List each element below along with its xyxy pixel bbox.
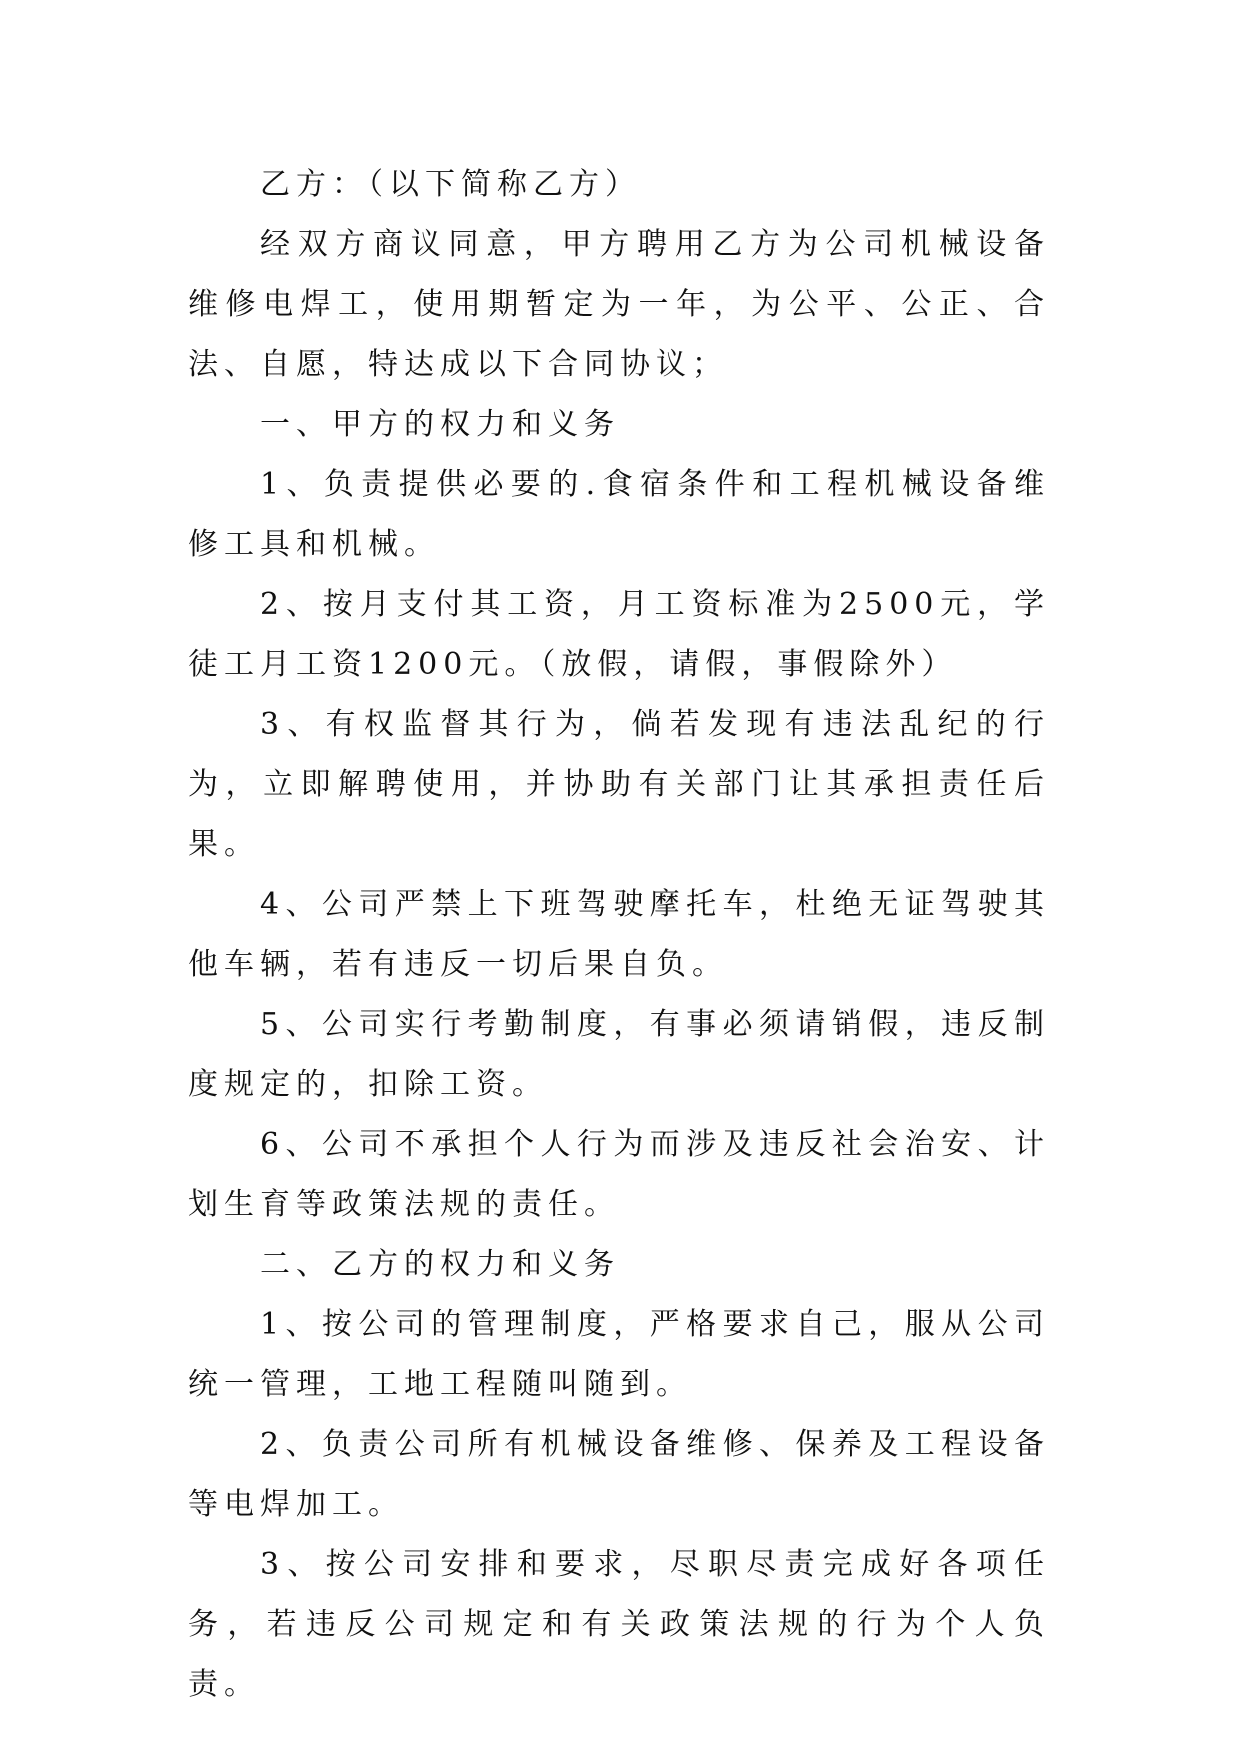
paragraph-party-a-item-1: 1、负责提供必要的.食宿条件和工程机械设备维修工具和机械。	[188, 467, 1050, 562]
paragraph-party-b-item-3: 3、按公司安排和要求，尽职尽责完成好各项任务，若违反公司规定和有关政策法规的行为个人负责。	[188, 1547, 1050, 1702]
paragraph-agreement-intro: 经双方商议同意，甲方聘用乙方为公司机械设备维修电焊工，使用期暂定为一年，为公平、公正、合法、自愿，特达成以下合同协议；	[188, 227, 1050, 382]
document-body	[188, 155, 1050, 1715]
paragraph-party-b-item-1: 1、按公司的管理制度，严格要求自己，服从公司统一管理，工地工程随叫随到。	[188, 1307, 1050, 1402]
paragraph-party-a-item-4: 4、公司严禁上下班驾驶摩托车，杜绝无证驾驶其他车辆，若有违反一切后果自负。	[188, 887, 1050, 982]
paragraph-party-b-item-2: 2、负责公司所有机械设备维修、保养及工程设备等电焊加工。	[188, 1427, 1050, 1522]
section-heading-party-a: 一、甲方的权力和义务	[260, 407, 620, 442]
paragraph-party-a-item-3: 3、有权监督其行为，倘若发现有违法乱纪的行为，立即解聘使用，并协助有关部门让其承担责任后果。	[188, 707, 1050, 862]
paragraph-party-a-item-6: 6、公司不承担个人行为而涉及违反社会治安、计划生育等政策法规的责任。	[188, 1127, 1050, 1222]
section-heading-party-b: 二、乙方的权力和义务	[260, 1247, 620, 1282]
paragraph-party-b: 乙方：（以下简称乙方）	[260, 167, 641, 202]
paragraph-party-a-item-5: 5、公司实行考勤制度，有事必须请销假，违反制度规定的，扣除工资。	[188, 1007, 1050, 1102]
paragraph-party-a-item-2: 2、按月支付其工资，月工资标准为2500元，学徒工月工资1200元。（放假，请假，事假除外）	[188, 587, 1050, 682]
